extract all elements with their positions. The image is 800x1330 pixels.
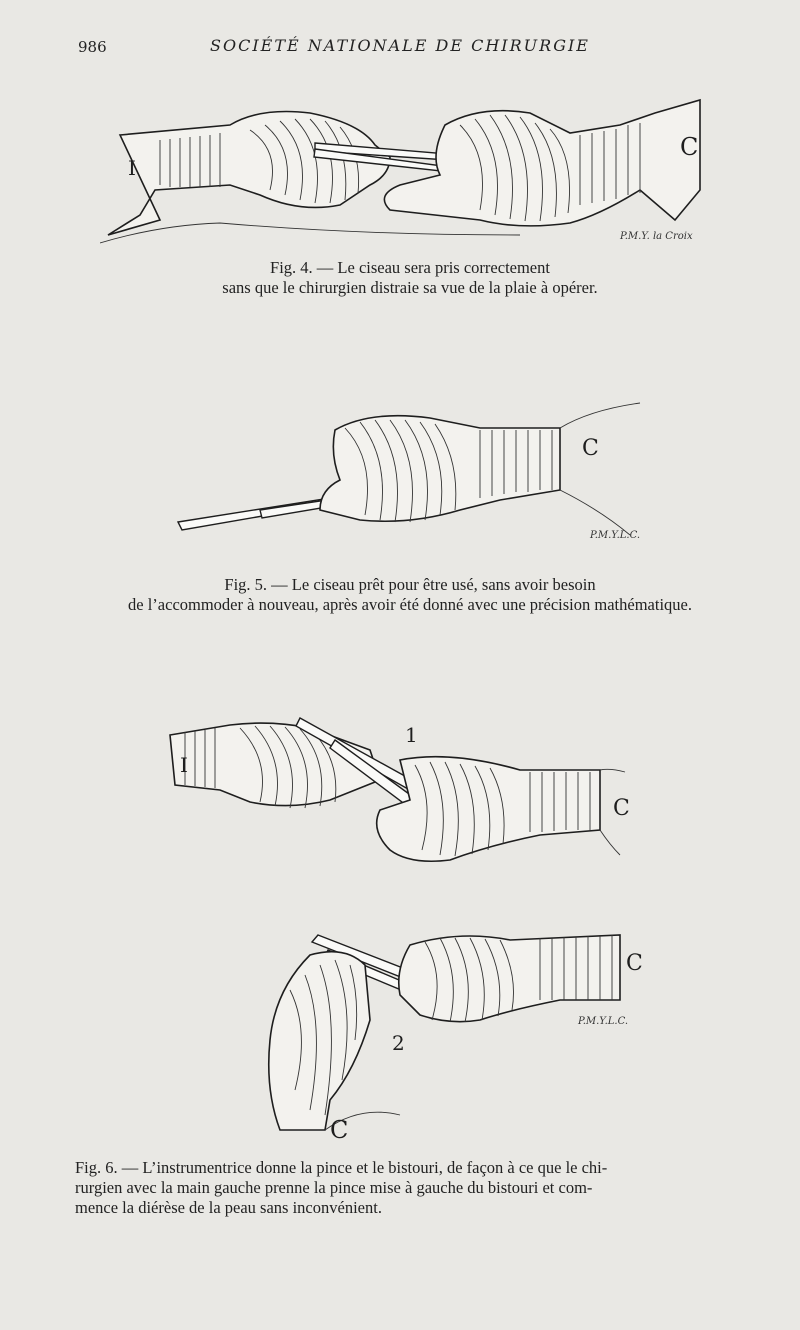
- figure-4-signature: P.M.Y. la Croix: [620, 231, 693, 242]
- figure-5-illustration: [170, 400, 650, 550]
- figure-4-illustration: [100, 95, 710, 245]
- figure-5-signature: P.M.Y.L.C.: [590, 530, 641, 541]
- figure-4-caption: [160, 258, 660, 298]
- running-title: SOCIÉTÉ NATIONALE DE CHIRURGIE: [210, 36, 590, 55]
- figure-6-label-c-top: C: [613, 796, 630, 821]
- figure-6-illustration: [160, 710, 650, 1140]
- figure-6-caption-line-2: rurgien avec la main gauche prenne la pince mise à gauche du bistouri et com-: [75, 1178, 593, 1197]
- figure-6-caption: [75, 1158, 750, 1218]
- figure-6-caption-line-1: Fig. 6. — L’instrumentrice donne la pince et le bistouri, de façon à ce que le chi-: [75, 1158, 608, 1177]
- page-number: 986: [78, 38, 107, 56]
- figure-4-caption-line-2: sans que le chirurgien distraie sa vue de la plaie à opérer.: [222, 278, 598, 297]
- figure-6-number-2: 2: [392, 1031, 405, 1055]
- figure-6-caption-line-3: mence la diérèse de la peau sans inconvénient.: [75, 1198, 382, 1217]
- figure-6-label-c-bottom-left: C: [330, 1116, 349, 1140]
- figure-4-caption-line-1: Fig. 4. — Le ciseau sera pris correctement: [270, 258, 550, 277]
- figure-5-caption-line-1: Fig. 5. — Le ciseau prêt pour être usé, sans avoir besoin: [224, 575, 596, 594]
- figure-4-label-i: I: [128, 156, 136, 180]
- figure-5-caption: [60, 575, 760, 615]
- figure-6-number-1: 1: [405, 723, 418, 747]
- figure-6-signature: P.M.Y.L.C.: [578, 1016, 629, 1027]
- figure-6-label-c-bottom-right: C: [626, 951, 643, 976]
- figure-6-label-i: I: [180, 753, 188, 777]
- figure-5-label-c: C: [582, 436, 599, 461]
- figure-4-label-c: C: [680, 133, 699, 161]
- figure-5-caption-line-2: de l’accommoder à nouveau, après avoir été donné avec une précision mathématique.: [128, 595, 692, 614]
